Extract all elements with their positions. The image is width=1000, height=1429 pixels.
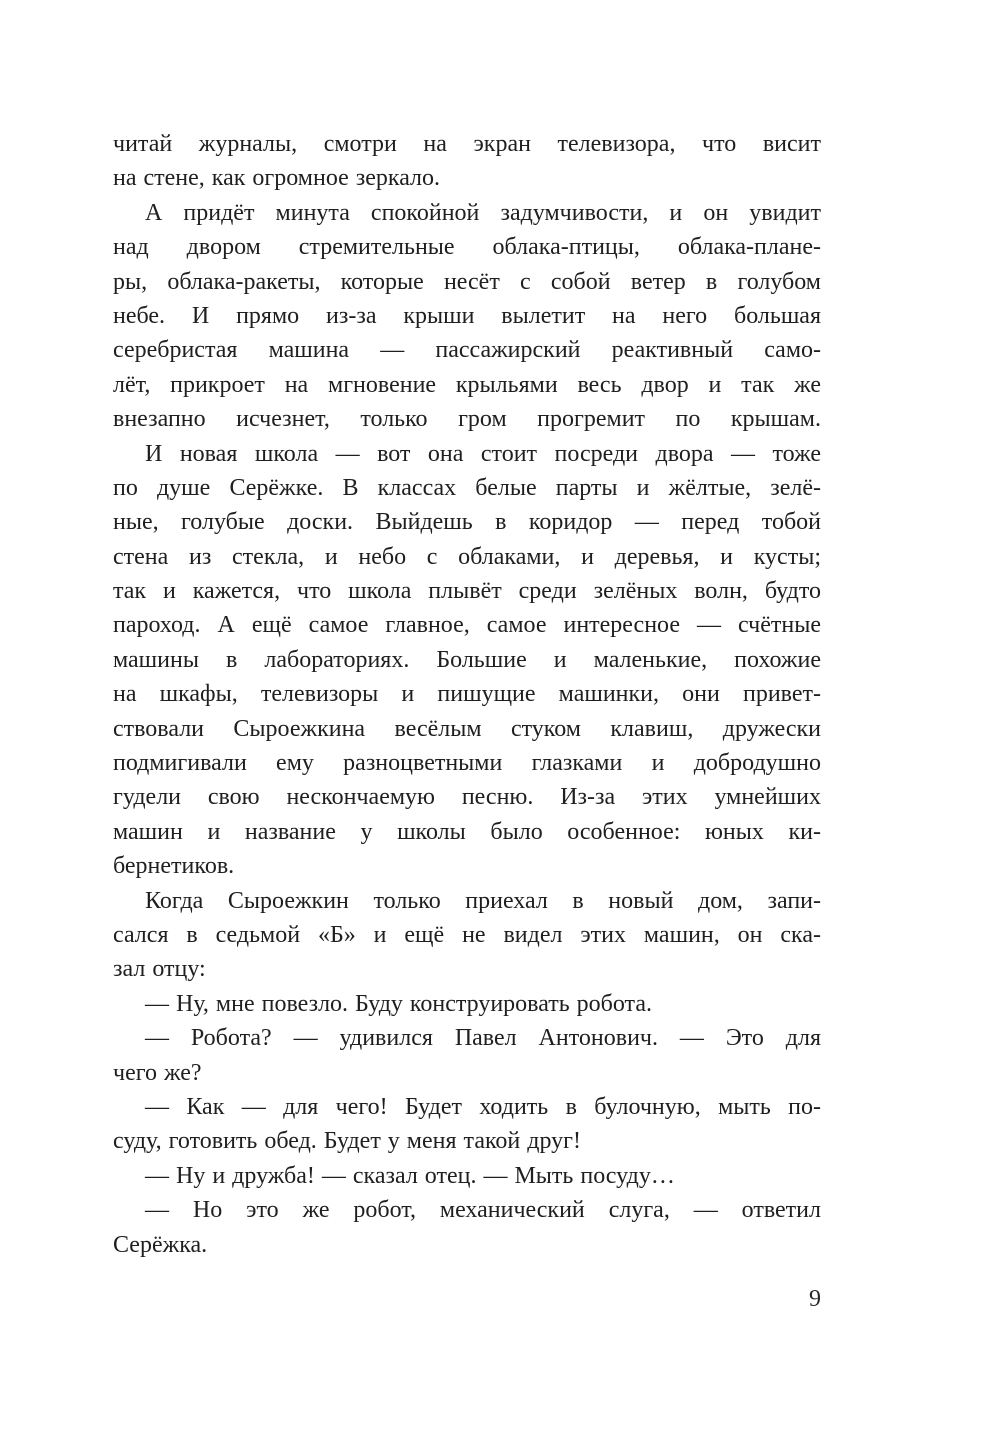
text-line: ры, облака-ракеты, которые несёт с собой ветер в голубом — [113, 268, 821, 295]
text-line: зал отцу: — [113, 956, 206, 983]
paragraph — [113, 127, 821, 196]
page-number: 9 — [809, 1286, 821, 1312]
text-line: на шкафы, телевизоры и пишущие машинки, они привет- — [113, 681, 821, 708]
text-line: А придёт минута спокойной задумчивости, и он увидит — [145, 199, 821, 226]
text-line: по душе Серёжке. В классах белые парты и жёлтые, зелё- — [113, 474, 821, 501]
text-line: чего же? — [113, 1059, 202, 1086]
text-line: внезапно исчезнет, только гром прогремит по крышам. — [113, 406, 821, 433]
text-line: лёт, прикроет на мгновение крыльями весь двор и так же — [113, 371, 821, 398]
text-line: Когда Сыроежкин только приехал в новый дом, запи- — [145, 887, 821, 914]
paragraph — [113, 1193, 821, 1262]
text-line: ствовали Сыроежкина весёлым стуком клавиш, дружески — [113, 715, 821, 742]
text-line: пароход. А ещё самое главное, самое интересное — счётные — [113, 612, 821, 639]
text-line: бернетиков. — [113, 853, 235, 880]
text-line: — Робота? — удивился Павел Антонович. — Это для — [145, 1025, 821, 1052]
text-line: подмигивали ему разноцветными глазками и добродушно — [113, 750, 821, 777]
text-line: Серёжка. — [113, 1231, 208, 1258]
text-line: — Но это же робот, механический слуга, — ответил — [145, 1197, 821, 1224]
paragraph — [113, 196, 821, 437]
paragraph — [113, 1021, 821, 1090]
text-line: над двором стремительные облака-птицы, облака-плане- — [113, 234, 821, 261]
text-line: — Как — для чего! Будет ходить в булочную, мыть по- — [145, 1093, 821, 1120]
text-line: гудели свою нескончаемую песню. Из-за этих умнейших — [113, 784, 821, 811]
text-line: — Ну, мне повезло. Буду конструировать робота. — [145, 990, 652, 1017]
text-line: И новая школа — вот она стоит посреди двора — тоже — [145, 440, 821, 467]
paragraph — [113, 987, 821, 1021]
paragraph — [113, 1159, 821, 1193]
text-line: читай журналы, смотри на экран телевизора, что висит — [113, 131, 821, 157]
text-line: суду, готовить обед. Будет у меня такой друг! — [113, 1128, 581, 1155]
text-line: сался в седьмой «Б» и ещё не видел этих машин, он ска- — [113, 921, 821, 948]
paragraph — [113, 884, 821, 987]
paragraph — [113, 437, 821, 884]
text-line: машин и название у школы было особенное: юных ки- — [113, 818, 821, 845]
text-line: серебристая машина — пассажирский реактивный само- — [113, 337, 821, 364]
text-line: ные, голубые доски. Выйдешь в коридор — перед тобой — [113, 509, 821, 536]
text-line: так и кажется, что школа плывёт среди зелёных волн, будто — [113, 578, 821, 605]
text-line: машины в лабораториях. Большие и маленькие, похожие — [113, 646, 821, 673]
text-column — [113, 127, 821, 1262]
text-line: небе. И прямо из-за крыши вылетит на него большая — [113, 302, 821, 329]
text-line: — Ну и дружба! — сказал отец. — Мыть посуду… — [145, 1162, 675, 1189]
text-line: стена из стекла, и небо с облаками, и деревья, и кусты; — [113, 543, 821, 570]
paragraph — [113, 1090, 821, 1159]
text-line: на стене, как огромное зеркало. — [113, 165, 441, 192]
